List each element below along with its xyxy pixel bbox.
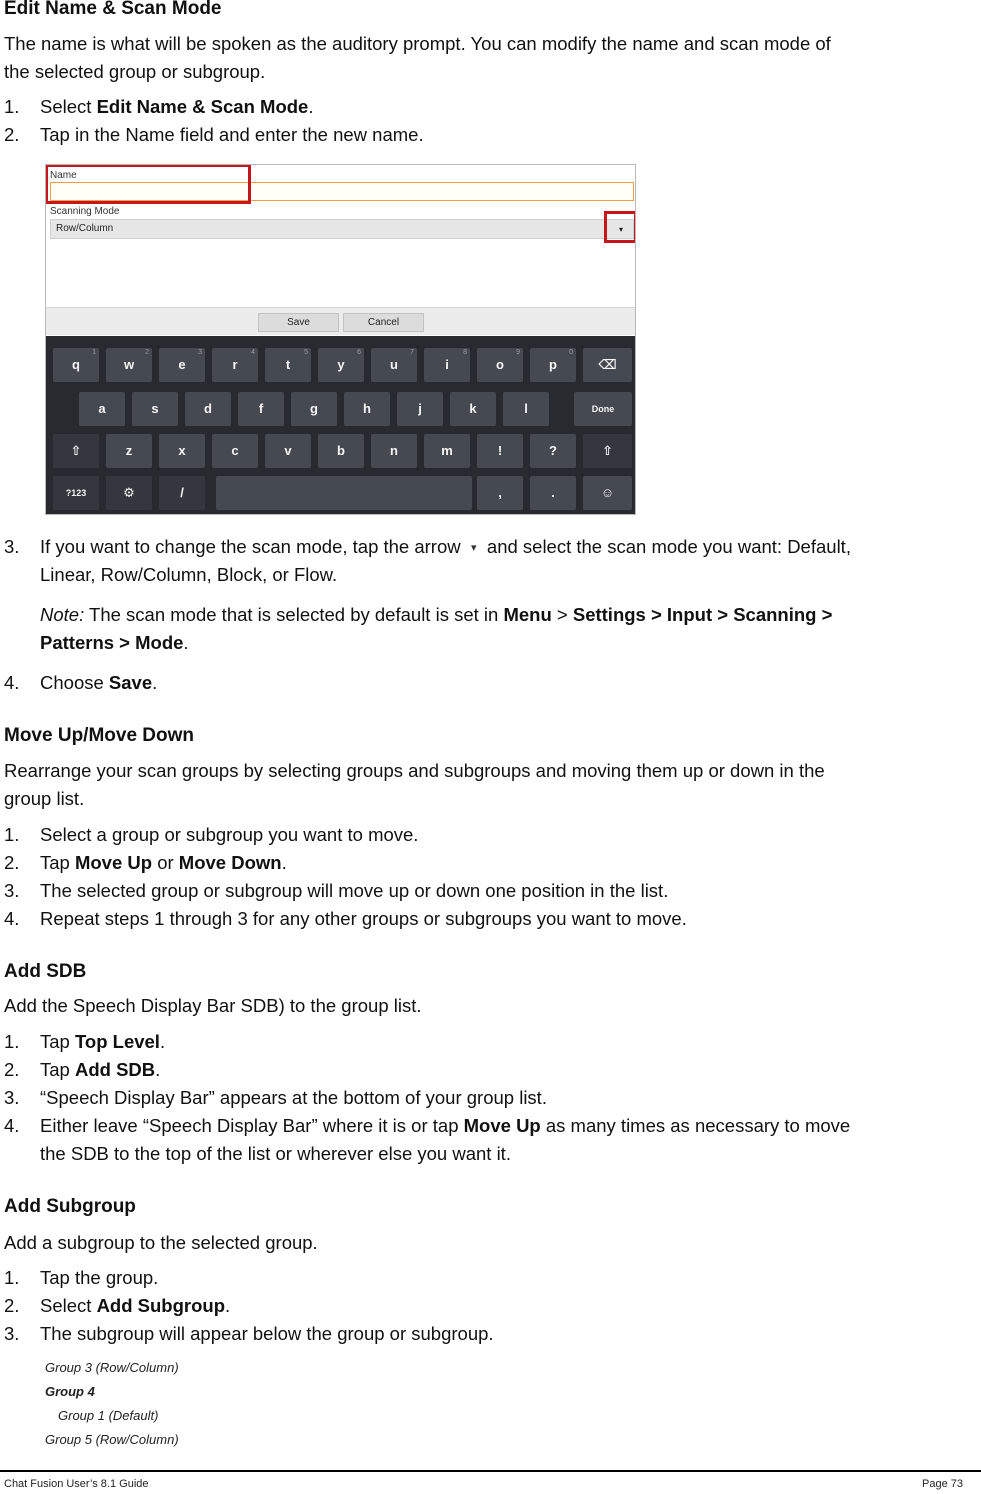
paragraph [4, 757, 825, 813]
key-r4-2[interactable]: / [159, 476, 205, 510]
key-r3-9[interactable]: ? [530, 434, 576, 468]
key-r3-6[interactable]: n [371, 434, 417, 468]
section-heading-move: Move Up/Move Down [4, 725, 195, 746]
group-list-item: Group 5 (Row/Column) [45, 1432, 179, 1447]
list-item: 2. Select Add Subgroup. [4, 1295, 231, 1316]
list-item: 3. “Speech Display Bar” appears at the bottom of your group list. [4, 1087, 547, 1108]
key-r3-1[interactable]: z [106, 434, 152, 468]
list-item: 1. Tap the group. [4, 1267, 159, 1288]
key-r1-10[interactable]: ⌫ [583, 348, 632, 382]
key-r3-2[interactable]: x [159, 434, 205, 468]
key-r3-7[interactable]: m [424, 434, 470, 468]
dropdown-highlight [604, 211, 636, 243]
key-r1-4[interactable]: t 5 [265, 348, 311, 382]
key-number-hint: 8 [463, 349, 467, 356]
paragraph-line: Rearrange your scan groups by selecting groups and subgroups and moving them up or down in the [4, 760, 825, 781]
list-item: 2. Tap in the Name field and enter the new name. [4, 124, 424, 145]
key-r3-4[interactable]: v [265, 434, 311, 468]
list-item: 4. Either leave “Speech Display Bar” where it is or tap Move Up as many times as necessary to move [4, 1115, 851, 1136]
section-heading-add-sdb: Add SDB [4, 961, 87, 982]
onscreen-keyboard [46, 336, 636, 515]
scanning-mode-select[interactable]: Row/Column [50, 219, 634, 239]
edit-name-dialog-screenshot [45, 164, 636, 515]
key-r2-8[interactable]: l [503, 392, 549, 426]
key-r1-1[interactable]: w 2 [106, 348, 152, 382]
key-r3-0[interactable]: ⇧ [53, 434, 99, 468]
key-number-hint: 3 [198, 349, 202, 356]
paragraph-line: group list. [4, 788, 85, 809]
key-r2-6[interactable]: j [397, 392, 443, 426]
key-number-hint: 5 [304, 349, 308, 356]
key-r4-1[interactable]: ⚙ [106, 476, 152, 510]
footer-page-number: Page 73 [922, 1478, 963, 1490]
key-number-hint: 4 [251, 349, 255, 356]
key-r3-8[interactable]: ! [477, 434, 523, 468]
key-r3-10[interactable]: ⇧ [583, 434, 632, 468]
key-r1-7[interactable]: i 8 [424, 348, 470, 382]
group-list-item: Group 3 (Row/Column) [45, 1360, 179, 1375]
footer-divider [0, 1470, 981, 1472]
key-r1-3[interactable]: r 4 [212, 348, 258, 382]
key-number-hint: 0 [569, 349, 573, 356]
dialog-button-bar [46, 307, 636, 335]
section-heading-add-subgroup: Add Subgroup [4, 1196, 136, 1217]
key-r3-5[interactable]: b [318, 434, 364, 468]
list-item: 1. Select a group or subgroup you want to move. [4, 824, 419, 845]
key-r2-3[interactable]: f [238, 392, 284, 426]
key-r1-2[interactable]: e 3 [159, 348, 205, 382]
list-item-continuation: the SDB to the top of the list or wherever else you want it. [40, 1143, 511, 1164]
footer-guide-title: Chat Fusion User’s 8.1 Guide [4, 1478, 149, 1490]
key-number-hint: 9 [516, 349, 520, 356]
group-list-screenshot [40, 1356, 190, 1452]
list-item: 1. Tap Top Level. [4, 1031, 166, 1052]
key-number-hint: 1 [92, 349, 96, 356]
key-r1-8[interactable]: o 9 [477, 348, 523, 382]
list-item: 2. Tap Add SDB. [4, 1059, 161, 1080]
key-r2-7[interactable]: k [450, 392, 496, 426]
group-list-item-selected: Group 4 [45, 1384, 95, 1399]
save-button[interactable]: Save [258, 313, 339, 332]
key-r1-6[interactable]: u 7 [371, 348, 417, 382]
key-r3-3[interactable]: c [212, 434, 258, 468]
key-r2-0[interactable]: a [79, 392, 125, 426]
list-item-continuation: Linear, Row/Column, Block, or Flow. [40, 564, 338, 585]
paragraph: Add the Speech Display Bar SDB) to the group list. [4, 995, 422, 1016]
list-item: 4. Choose Save. [4, 672, 158, 693]
key-r1-5[interactable]: y 6 [318, 348, 364, 382]
key-number-hint: 7 [410, 349, 414, 356]
list-item: 1. Select Edit Name & Scan Mode. [4, 96, 314, 117]
paragraph [4, 30, 831, 86]
list-item: 3. The selected group or subgroup will move up or down one position in the list. [4, 880, 669, 901]
paragraph: Add a subgroup to the selected group. [4, 1232, 318, 1253]
key-r2-4[interactable]: g [291, 392, 337, 426]
key-space[interactable] [216, 476, 472, 510]
dropdown-arrow-icon: ▾ [471, 542, 477, 555]
key-r4-5[interactable]: . [530, 476, 576, 510]
key-r4-0[interactable]: ?123 [53, 476, 99, 510]
list-item: 3. The subgroup will appear below the group or subgroup. [4, 1323, 494, 1344]
key-r2-9[interactable]: Done [574, 392, 632, 426]
key-r2-2[interactable]: d [185, 392, 231, 426]
scanning-mode-label: Scanning Mode [50, 206, 120, 217]
key-r4-4[interactable]: , [477, 476, 523, 510]
note: Note: The scan mode that is selected by default is set in Menu > Settings > Input > Scanning > [40, 604, 833, 625]
note-continuation: Patterns > Mode. [40, 632, 189, 653]
cancel-button[interactable]: Cancel [343, 313, 424, 332]
paragraph-line: the selected group or subgroup. [4, 61, 266, 82]
name-field-highlight [45, 164, 251, 204]
key-r4-6[interactable]: ☺ [583, 476, 632, 510]
key-r1-0[interactable]: q 1 [53, 348, 99, 382]
name-label: Name [50, 170, 77, 181]
list-item: 3. If you want to change the scan mode, tap the arrow ▾ and select the scan mode you want: Default, [4, 536, 851, 557]
dropdown-arrow-icon[interactable]: ▾ [618, 225, 623, 234]
list-item: 2. Tap Move Up or Move Down. [4, 852, 287, 873]
list-item: 4. Repeat steps 1 through 3 for any other groups or subgroups you want to move. [4, 908, 687, 929]
key-r2-5[interactable]: h [344, 392, 390, 426]
group-list-subgroup-item: Group 1 (Default) [58, 1408, 159, 1423]
key-r2-1[interactable]: s [132, 392, 178, 426]
key-r1-9[interactable]: p 0 [530, 348, 576, 382]
key-number-hint: 2 [145, 349, 149, 356]
key-number-hint: 6 [357, 349, 361, 356]
section-heading-edit-name: Edit Name & Scan Mode [4, 0, 222, 19]
paragraph-line: The name is what will be spoken as the auditory prompt. You can modify the name and scan mode of [4, 33, 831, 54]
